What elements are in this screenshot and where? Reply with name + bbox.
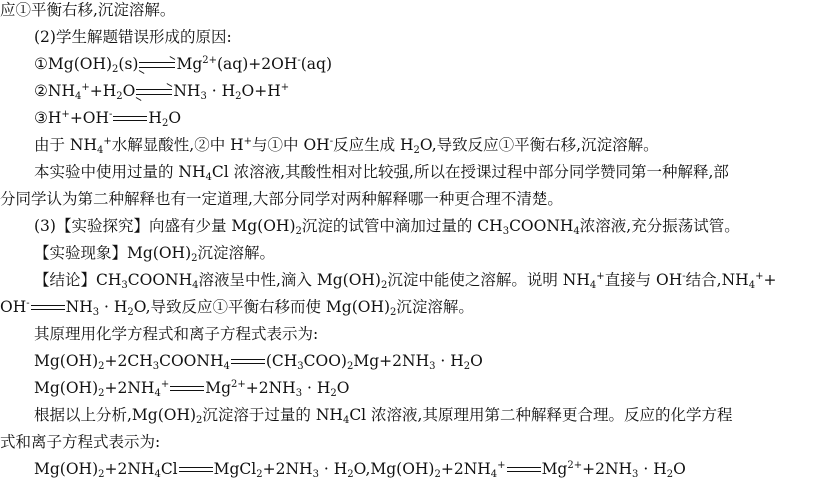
- text-line-7: 本实验中使用过量的 $NH_4Cl$ 浓溶液,其酸性相对比较强,所以在授课过程中部分同学赞同第一种解释,部: [34, 163, 729, 183]
- equation-6: $Mg(OH)_2+2NH_4Cl$ $MgCl_2+2NH_3 \cdot H_2O,Mg(OH)_2+2NH_4^+$ $Mg^{2+}+2NH_3 \cdot H_2O$: [34, 460, 686, 480]
- equation-1: $①Mg(OH)_2(s)$ $Mg^{2+}(aq)+2OH^-(aq)$: [34, 55, 332, 75]
- text-line-2: (2)学生解题错误形成的原因:: [34, 28, 232, 46]
- equals-sign-icon: [31, 304, 65, 312]
- text-line-1: 应①平衡右移,沉淀溶解。: [0, 1, 176, 19]
- equation-3: ③H++OH- $H_2O$: [34, 109, 182, 129]
- text-line-6: 由于 $NH_4^+$水解显酸性,②中 H+与①中 OH-反应生成 $H_2O$,导致反应①平衡右移,沉淀溶解。: [34, 136, 659, 156]
- equation-4: $Mg(OH)_2+2CH_3COONH_4$ $(CH_3COO)_2Mg+2NH_3 \cdot H_2O$: [34, 352, 483, 372]
- text-line-13: 其原理用化学方程式和离子方程式表示为:: [34, 325, 319, 343]
- equation-5: $Mg(OH)_2+2NH_4^+$ $Mg^{2+}+2NH_3 \cdot H_2O$: [34, 379, 350, 399]
- text-line-10: 【实验现象】$Mg(OH)_2$沉淀溶解。: [34, 244, 276, 264]
- equals-sign-icon: [179, 466, 213, 474]
- equals-sign-icon: [170, 385, 204, 393]
- text-line-11: 【结论】$CH_3COONH_4$溶液呈中性,滴入 $Mg(OH)_2$沉淀中能使之溶解。说明 $NH_4^+$直接与 OH-结合$,NH_4^++$: [34, 271, 777, 291]
- text-line-12: OH- $NH_3 \cdot H_2O$,导致反应①平衡右移而使 $Mg(OH)_2$沉淀溶解。: [0, 298, 474, 318]
- text-line-9: (3)【实验探究】向盛有少量 $Mg(OH)_2$沉淀的试管中滴加过量的 $CH_3COONH_4$浓溶液,充分振荡试管。: [34, 217, 740, 237]
- equals-sign-icon: [507, 466, 541, 474]
- reversible-arrow-icon: [136, 88, 172, 97]
- equation-2: $②NH_4^++H_2O$ $NH_3 \cdot H_2O+H^+$: [34, 82, 290, 102]
- reversible-arrow-icon: [139, 61, 175, 70]
- text-line-16: 根据以上分析$,Mg(OH)_2$沉淀溶于过量的 $NH_4Cl$ 浓溶液,其原理用第二种解释更合理。反应的化学方程: [34, 406, 733, 426]
- equals-sign-icon: [113, 115, 147, 123]
- equals-sign-icon: [231, 358, 265, 366]
- text-line-8: 分同学认为第二种解释也有一定道理,大部分同学对两种解释哪一种更合理不清楚。: [0, 190, 563, 208]
- text-line-17: 式和离子方程式表示为:: [0, 433, 161, 451]
